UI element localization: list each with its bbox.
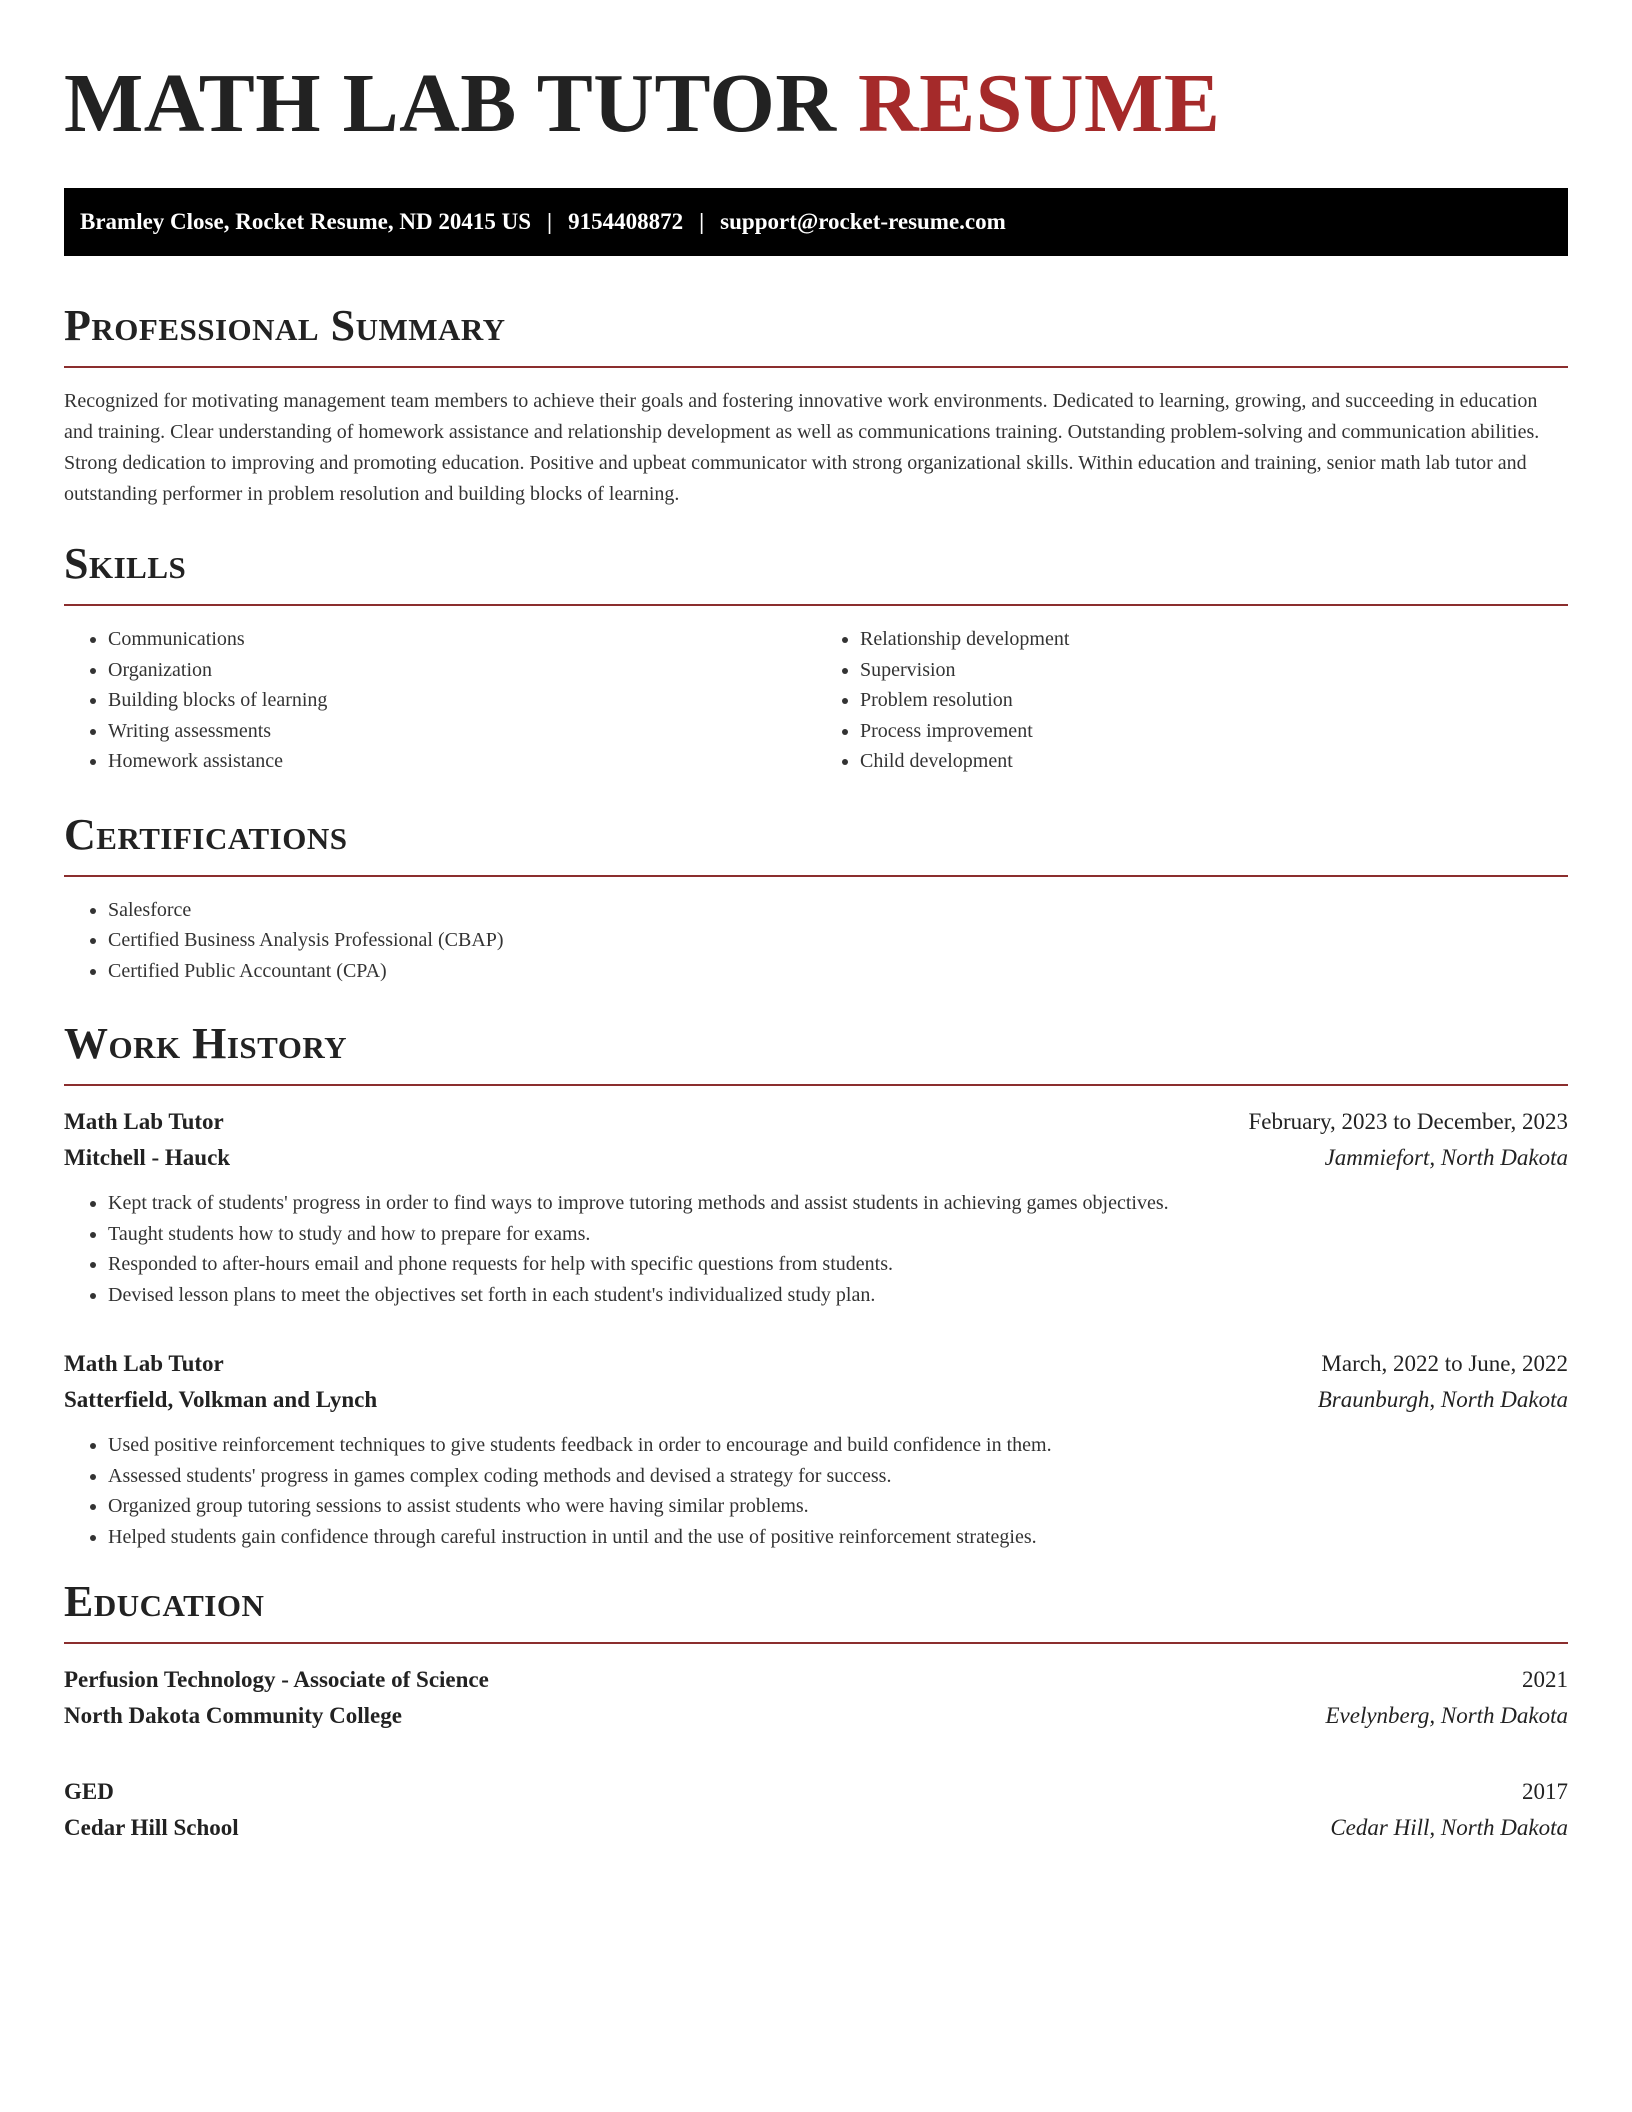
summary-heading: Professional Summary (64, 301, 506, 350)
education-section (64, 1578, 1568, 1846)
job-duty: • Organized group tutoring sessions to assist students who were having similar problems. (108, 1491, 1568, 1522)
skill-item: • Homework assistance (108, 746, 816, 777)
education-school: Cedar Hill School (64, 1815, 239, 1840)
section-divider (64, 366, 1568, 368)
job-company-row (64, 1382, 1568, 1418)
job-title-row (64, 1104, 1568, 1140)
skill-item: • Process improvement (860, 716, 1568, 747)
education-entry (64, 1774, 1568, 1846)
resume-title (64, 58, 1568, 150)
skills-list-left (64, 624, 816, 777)
skills-list-right (816, 624, 1568, 777)
skills-column-left (64, 624, 816, 777)
job-title-row (64, 1346, 1568, 1382)
education-year: 2021 (1522, 1667, 1568, 1692)
job-duty: • Responded to after-hours email and phone requests for help with specific questions from students. (108, 1249, 1568, 1280)
skill-item: • Organization (108, 655, 816, 686)
education-degree-row (64, 1774, 1568, 1810)
contact-email: support@rocket-resume.com (720, 209, 1006, 234)
skill-item: • Supervision (860, 655, 1568, 686)
skills-section (64, 540, 1568, 777)
education-location: Cedar Hill, North Dakota (1330, 1815, 1568, 1840)
education-entry (64, 1662, 1568, 1734)
job-duty: • Assessed students' progress in games complex coding methods and devised a strategy for success. (108, 1461, 1568, 1492)
education-year: 2017 (1522, 1779, 1568, 1804)
skill-item: • Relationship development (860, 624, 1568, 655)
education-degree: GED (64, 1779, 114, 1804)
contact-phone: 9154408872 (568, 209, 684, 234)
education-heading: Education (64, 1577, 265, 1626)
certification-item: • Certified Public Accountant (CPA) (108, 956, 1568, 987)
job-dates: February, 2023 to December, 2023 (1248, 1109, 1568, 1134)
skill-item: • Building blocks of learning (108, 685, 816, 716)
education-school: North Dakota Community College (64, 1703, 402, 1728)
job-duties-list (64, 1188, 1568, 1310)
work-history-heading: Work History (64, 1019, 348, 1068)
job-company: Satterfield, Volkman and Lynch (64, 1387, 378, 1412)
skills-grid (64, 624, 1568, 777)
job-duty: • Kept track of students' progress in order to find ways to improve tutoring methods and assist students in achieving games objectives. (108, 1188, 1568, 1219)
title-main: MATH LAB TUTOR (64, 57, 837, 150)
skill-item: • Child development (860, 746, 1568, 777)
skill-item: • Problem resolution (860, 685, 1568, 716)
certifications-heading: Certifications (64, 809, 348, 859)
job-duty: • Devised lesson plans to meet the objectives set forth in each student's individualized study plan. (108, 1280, 1568, 1311)
job-location: Braunburgh, North Dakota (1317, 1387, 1568, 1412)
job-company: Mitchell - Hauck (64, 1145, 231, 1170)
job-duty: • Helped students gain confidence through careful instruction in until and the use of positive reinforcement strategies. (108, 1522, 1568, 1553)
section-divider (64, 1642, 1568, 1644)
job-company-row (64, 1140, 1568, 1176)
skills-heading: Skills (64, 539, 187, 588)
certification-item: • Certified Business Analysis Professional (CBAP) (108, 925, 1568, 956)
job-entry (64, 1104, 1568, 1310)
skill-item: • Writing assessments (108, 716, 816, 747)
education-degree: Perfusion Technology - Associate of Science (64, 1667, 489, 1692)
job-title: Math Lab Tutor (64, 1351, 224, 1376)
contact-bar (64, 188, 1568, 256)
job-duty: • Taught students how to study and how to prepare for exams. (108, 1219, 1568, 1250)
skills-column-right (816, 624, 1568, 777)
work-history-section (64, 1020, 1568, 1552)
education-degree-row (64, 1662, 1568, 1698)
education-school-row (64, 1810, 1568, 1846)
job-duties-list (64, 1430, 1568, 1552)
title-accent: RESUME (857, 57, 1221, 150)
job-title: Math Lab Tutor (64, 1109, 224, 1134)
contact-separator: | (547, 209, 553, 234)
summary-section (64, 302, 1568, 510)
certification-item: • Salesforce (108, 895, 1568, 926)
education-school-row (64, 1698, 1568, 1734)
job-duty: • Used positive reinforcement techniques to give students feedback in order to encourage and build confidence in them. (108, 1430, 1568, 1461)
section-divider (64, 1084, 1568, 1086)
contact-separator: | (699, 209, 705, 234)
section-divider (64, 604, 1568, 606)
job-location: Jammiefort, North Dakota (1324, 1145, 1568, 1170)
certifications-section (64, 811, 1568, 987)
skill-item: • Communications (108, 624, 816, 655)
certifications-list (64, 895, 1568, 987)
contact-address: Bramley Close, Rocket Resume, ND 20415 US (80, 209, 531, 234)
job-entry (64, 1346, 1568, 1552)
summary-text: Recognized for motivating management team members to achieve their goals and fostering innovative work environments. Dedicated to learning, growing, and succeeding in education and training. Clear understanding of homework assistance and relationship development as well as communications training. Outstanding problem-solving and communication abilities. Strong dedication to improving and promoting education. Positive and upbeat communicator with strong organizational skills. Within education and training, senior math lab tutor and outstanding performer in problem resolution and building blocks of learning. (64, 390, 1540, 505)
education-location: Evelynberg, North Dakota (1325, 1703, 1568, 1728)
section-divider (64, 875, 1568, 877)
job-dates: March, 2022 to June, 2022 (1321, 1351, 1568, 1376)
